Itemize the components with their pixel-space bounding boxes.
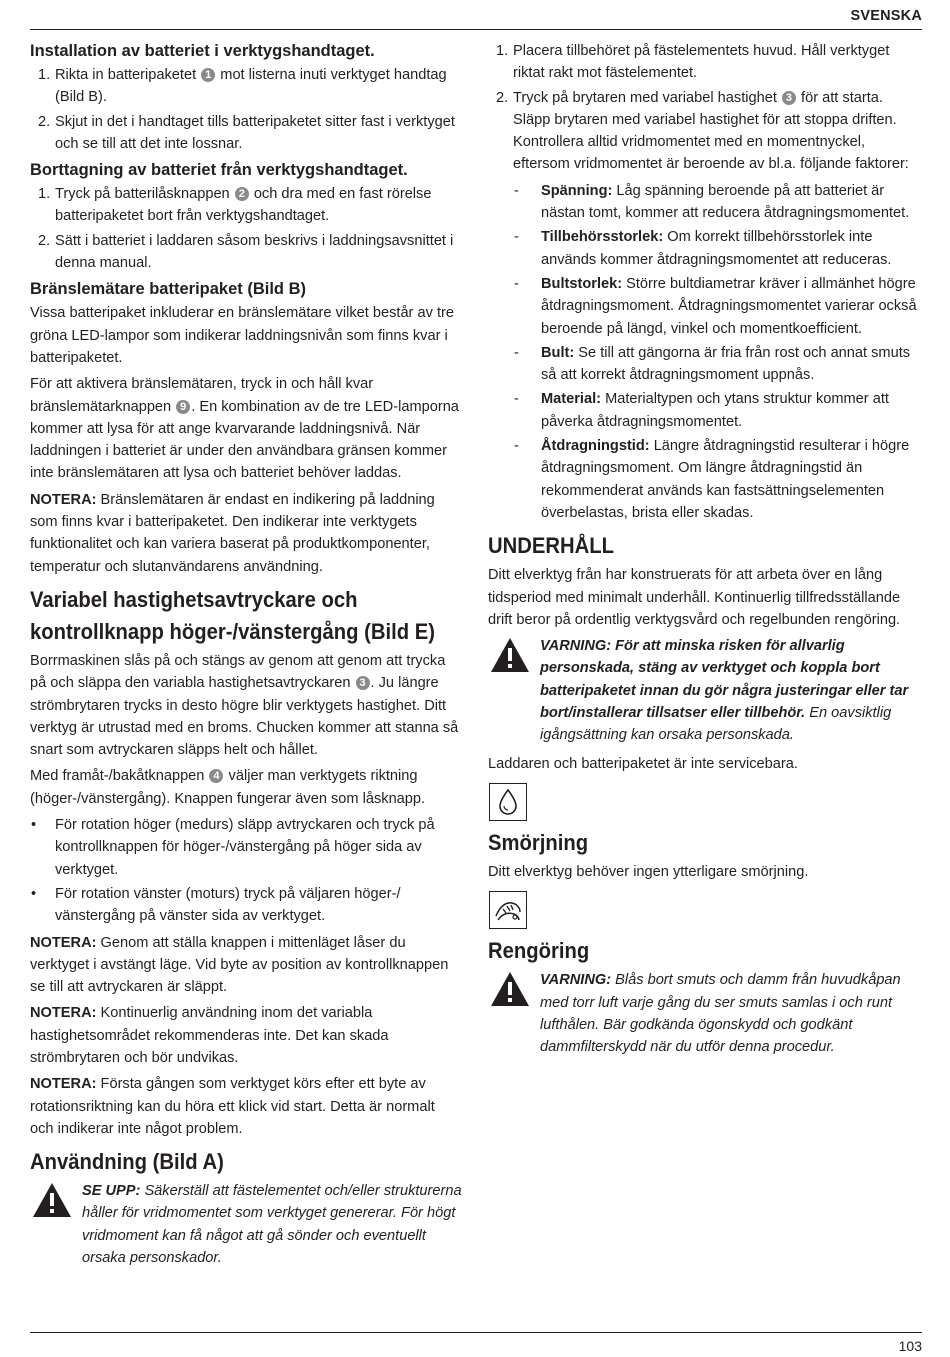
- footer-rule: [30, 1332, 922, 1333]
- heading-lubrication: Smörjning: [488, 829, 589, 855]
- torque-factors: [488, 180, 920, 524]
- warning-block-cleaning: [488, 969, 920, 1058]
- list-item: [30, 814, 462, 881]
- list-item: [488, 342, 920, 387]
- callout-badge: 9: [176, 400, 190, 414]
- item-number: 1.: [38, 186, 51, 203]
- right-column: [488, 40, 920, 1064]
- warning-text: Blås bort smuts och damm från huvudkåpan med torr luft varje gång du ser smuts samlas i och runt lufthålen. Bär godkända ögonskydd och godkänt dammfilterskydd när du utför denna procedur.: [540, 972, 901, 1056]
- remove-steps: [30, 183, 462, 274]
- list-item: [488, 388, 920, 433]
- callout-badge: 2: [235, 187, 249, 201]
- page-number: 103: [898, 1338, 922, 1354]
- note-text: Kontinuerlig användning inom det variabla hastighetsområdet rekommenderas inte. Det kan skada strömbrytaren och bör undvikas.: [30, 1005, 389, 1066]
- use-steps: [488, 40, 920, 176]
- paragraph-text: väljer man verktygets riktning (höger-/vänstergång). Knappen fungerar även som låsknapp.: [30, 768, 426, 807]
- paragraph-text: Borrmaskinen slås på och stängs av genom att genom att trycka på och släppa den variabla hastighetsavtryckaren: [30, 652, 446, 692]
- dash-glyph: -: [514, 182, 519, 199]
- factor-label: Material:: [541, 391, 602, 408]
- factor-label: Spänning:: [541, 182, 613, 199]
- callout-badge: 4: [209, 769, 223, 783]
- caution-block: [30, 1180, 462, 1269]
- bullet-glyph: •: [31, 885, 37, 902]
- paragraph-text: . En kombination av de tre LED‑lamporna kommer att lysa för att ange kvarvarande laddningsnivå. När laddningen i batteriet är under den användbara gränsen kommer inte bränslemätaren att lysa och batteriet behöver laddas.: [30, 398, 459, 482]
- warning-text: En oavsiktlig igångsättning kan orsaka personskada.: [540, 705, 892, 744]
- paragraph-text: Med framåt‑/bakåtknappen: [30, 768, 205, 785]
- item-number: 2.: [38, 232, 51, 249]
- factor-label: Bultstorlek:: [541, 275, 623, 292]
- note-2: [30, 1002, 462, 1069]
- list-item: [30, 883, 462, 928]
- factor-text: Om korrekt tillbehörsstorlek inte används kommer åtdragningsmomentet att reduceras.: [541, 229, 892, 268]
- factor-label: Tillbehörsstorlek:: [541, 229, 664, 246]
- bullet-glyph: •: [31, 817, 37, 834]
- warning-label: VARNING:: [540, 972, 612, 989]
- header-language: SVENSKA: [850, 8, 922, 24]
- item-text: Placera tillbehöret på fästelementets huvud. Håll verktyget riktat rakt mot fästelementet.: [513, 43, 890, 82]
- list-item: [488, 273, 920, 340]
- item-text: För rotation vänster (moturs) tryck på väljaren höger-/ vänstergång på vänster sida av verktyget.: [55, 885, 401, 925]
- lubrication-paragraph: Ditt elverktyg behöver ingen ytterligare smörjning.: [488, 863, 809, 880]
- service-paragraph: Laddaren och batteripaketet är inte servicebara.: [488, 755, 798, 772]
- note-text: Första gången som verktyget körs efter ett byte av rotationsriktning kan du höra ett klick vid start. Detta är normalt och indikerar inte något problem.: [30, 1076, 435, 1137]
- item-number: 1.: [496, 43, 509, 59]
- warning-triangle-icon: [32, 1182, 72, 1218]
- heading-remove: Borttagning av batteriet från verktygshandtaget.: [30, 161, 408, 180]
- cleaning-hands-icon: [489, 891, 527, 929]
- note-label: NOTERA:: [30, 934, 97, 951]
- note-label: NOTERA:: [30, 1005, 97, 1022]
- dash-glyph: -: [514, 438, 519, 455]
- item-text: för att starta. Släpp brytaren med variabel hastighet för att stoppa driften. Kontrollera alltid vridmomentet med en momentnyckel, eftersom vridmomentet är beroende av bl.a. följande faktorer:: [513, 89, 909, 173]
- list-item: [30, 183, 462, 228]
- heading-maintenance: UNDERHÅLL: [488, 533, 614, 559]
- paragraph-text: . Ju längre strömbrytaren trycks in desto högre blir verktygets hastighet. Ditt verktyg är utrustad med en broms. Chucken kommer att stanna så snart som avtryckaren släpps helt och hållet.: [30, 675, 459, 759]
- item-number: 2.: [496, 89, 509, 106]
- callout-badge: 3: [782, 91, 796, 105]
- maintenance-paragraph: Ditt elverktyg från har konstruerats för att arbeta över en lång tidsperiod med minimalt underhåll. Kontinuerlig tillfredsställande drift beror på ordentlig verktygsvård och regelbunden rengöring.: [488, 567, 901, 628]
- dash-glyph: -: [514, 229, 519, 246]
- heading-install: Installation av batteriet i verktygshandtaget.: [30, 42, 375, 60]
- item-text: För rotation höger (medurs) släpp avtryckaren och tryck på kontrollknappen för höger-/vänstergång på höger sida av verktyget.: [55, 817, 435, 878]
- warning-triangle-icon: [490, 637, 530, 673]
- list-item: [30, 230, 462, 275]
- list-item: [488, 435, 920, 524]
- note-3: [30, 1073, 462, 1140]
- factor-text: Längre åtdragningstid resulterar i högre åtdragningsmoment. Om längre åtdragningstid än rekommenderat används kan fastsättningselementen överbelastas, brista eller skadas.: [541, 438, 910, 521]
- item-number: 2.: [38, 113, 51, 130]
- item-text: Sätt i batteriet i laddaren såsom beskrivs i laddningsavsnittet i denna manual.: [55, 232, 454, 272]
- callout-badge: 3: [356, 676, 370, 690]
- factor-label: Åtdragningstid:: [541, 438, 650, 455]
- factor-text: Låg spänning beroende på att batteriet är nästan tomt, kommer att reducera åtdragningsmomentet.: [541, 182, 910, 222]
- fuel-note: [30, 489, 462, 578]
- item-number: 1.: [38, 67, 51, 83]
- list-item: [30, 111, 462, 156]
- heading-fuel-gauge: Bränslemätare batteripaket (Bild B): [30, 280, 306, 299]
- dash-glyph: -: [514, 275, 519, 292]
- rotation-bullets: [30, 814, 462, 927]
- item-text: Rikta in batteripaketet: [55, 67, 197, 83]
- list-item: [488, 180, 920, 225]
- factor-text: Se till att gängorna är fria från rost och annat smuts så att korrekt åtdragningsmoment uppnås.: [541, 344, 911, 384]
- trigger-paragraph-1: [30, 650, 462, 761]
- heading-cleaning: Rengöring: [488, 938, 590, 964]
- note-label: NOTERA:: [30, 491, 97, 508]
- left-column: [30, 40, 462, 1275]
- trigger-paragraph-2: [30, 765, 462, 810]
- note-1: [30, 932, 462, 999]
- caution-text: Säkerställ att fästelementet och/eller strukturerna håller för vridmomentet som verktyget genererar. För högt vridmoment kan få något att gå sönder och eventuellt orsaka personskador.: [82, 1183, 462, 1267]
- fuel-paragraph-1: Vissa batteripaket inkluderar en bränslemätare vilket består av tre gröna LED‑lampor som indikerar laddningsnivån som finns kvar i batteripaketet.: [30, 305, 454, 366]
- note-text: Genom att ställa knappen i mittenläget låser du verktyget i avstängt läge. Vid byte av position av kontrollknappen se till att avtryckaren är släppt.: [30, 934, 449, 996]
- heading-use: Användning (Bild A): [30, 1149, 224, 1175]
- dash-glyph: -: [514, 391, 519, 408]
- item-text: Tryck på batterilåsknappen: [55, 186, 230, 203]
- factor-label: Bult:: [541, 344, 575, 361]
- warning-block: [488, 635, 920, 746]
- item-text: Tryck på brytaren med variabel hastighet: [513, 89, 777, 106]
- factor-text: Större bultdiametrar kräver i allmänhet högre åtdragningsmoment. Åtdragningsmomentet varierar också beroende på längd, vinkel och momentkoefficient.: [541, 275, 917, 337]
- list-item: [488, 226, 920, 271]
- callout-badge: 1: [201, 68, 215, 82]
- list-item: [488, 40, 920, 85]
- heading-trigger: Variabel hastighetsavtryckare och kontrollknapp höger-/vänstergång (Bild E): [30, 586, 436, 644]
- caution-label: SE UPP:: [82, 1183, 141, 1200]
- paragraph-text: För att aktivera bränslemätaren, tryck in och håll kvar bränslemätarknappen: [30, 376, 374, 415]
- header-rule: [30, 29, 922, 30]
- oil-drop-icon: [489, 783, 527, 821]
- note-label: NOTERA:: [30, 1076, 97, 1093]
- warning-bold-text: VARNING: För att minska risken för allvarlig personskada, stäng av verktyget och koppla bort batteripaketet innan du gör några justeringar eller tar bort/installerar tillsatser eller tillbehör.: [540, 638, 909, 722]
- item-text: Skjut in det i handtaget tills batteripaketet sitter fast i verktyget och se till att det inte lossnar.: [55, 113, 455, 152]
- list-item: [30, 64, 462, 109]
- factor-text: Materialtypen och ytans struktur kommer att påverka åtdragningsmomentet.: [541, 391, 889, 430]
- fuel-paragraph-2: [30, 373, 462, 484]
- item-text: mot listerna inuti verktyget handtag (Bild B).: [55, 67, 447, 106]
- list-item: [488, 87, 920, 176]
- note-text: Bränslemätaren är endast en indikering på laddning som finns kvar i batteripaketet. Den indikerar inte verktygets funktionalitet och kan variera baserat på produktkomponenter, temperatur och slutanvändarens användning.: [30, 491, 435, 575]
- install-steps: [30, 64, 462, 155]
- item-text: och dra med en fast rörelse batteripaketet bort från verktygshandtaget.: [55, 186, 432, 225]
- dash-glyph: -: [514, 344, 519, 361]
- warning-triangle-icon: [490, 971, 530, 1007]
